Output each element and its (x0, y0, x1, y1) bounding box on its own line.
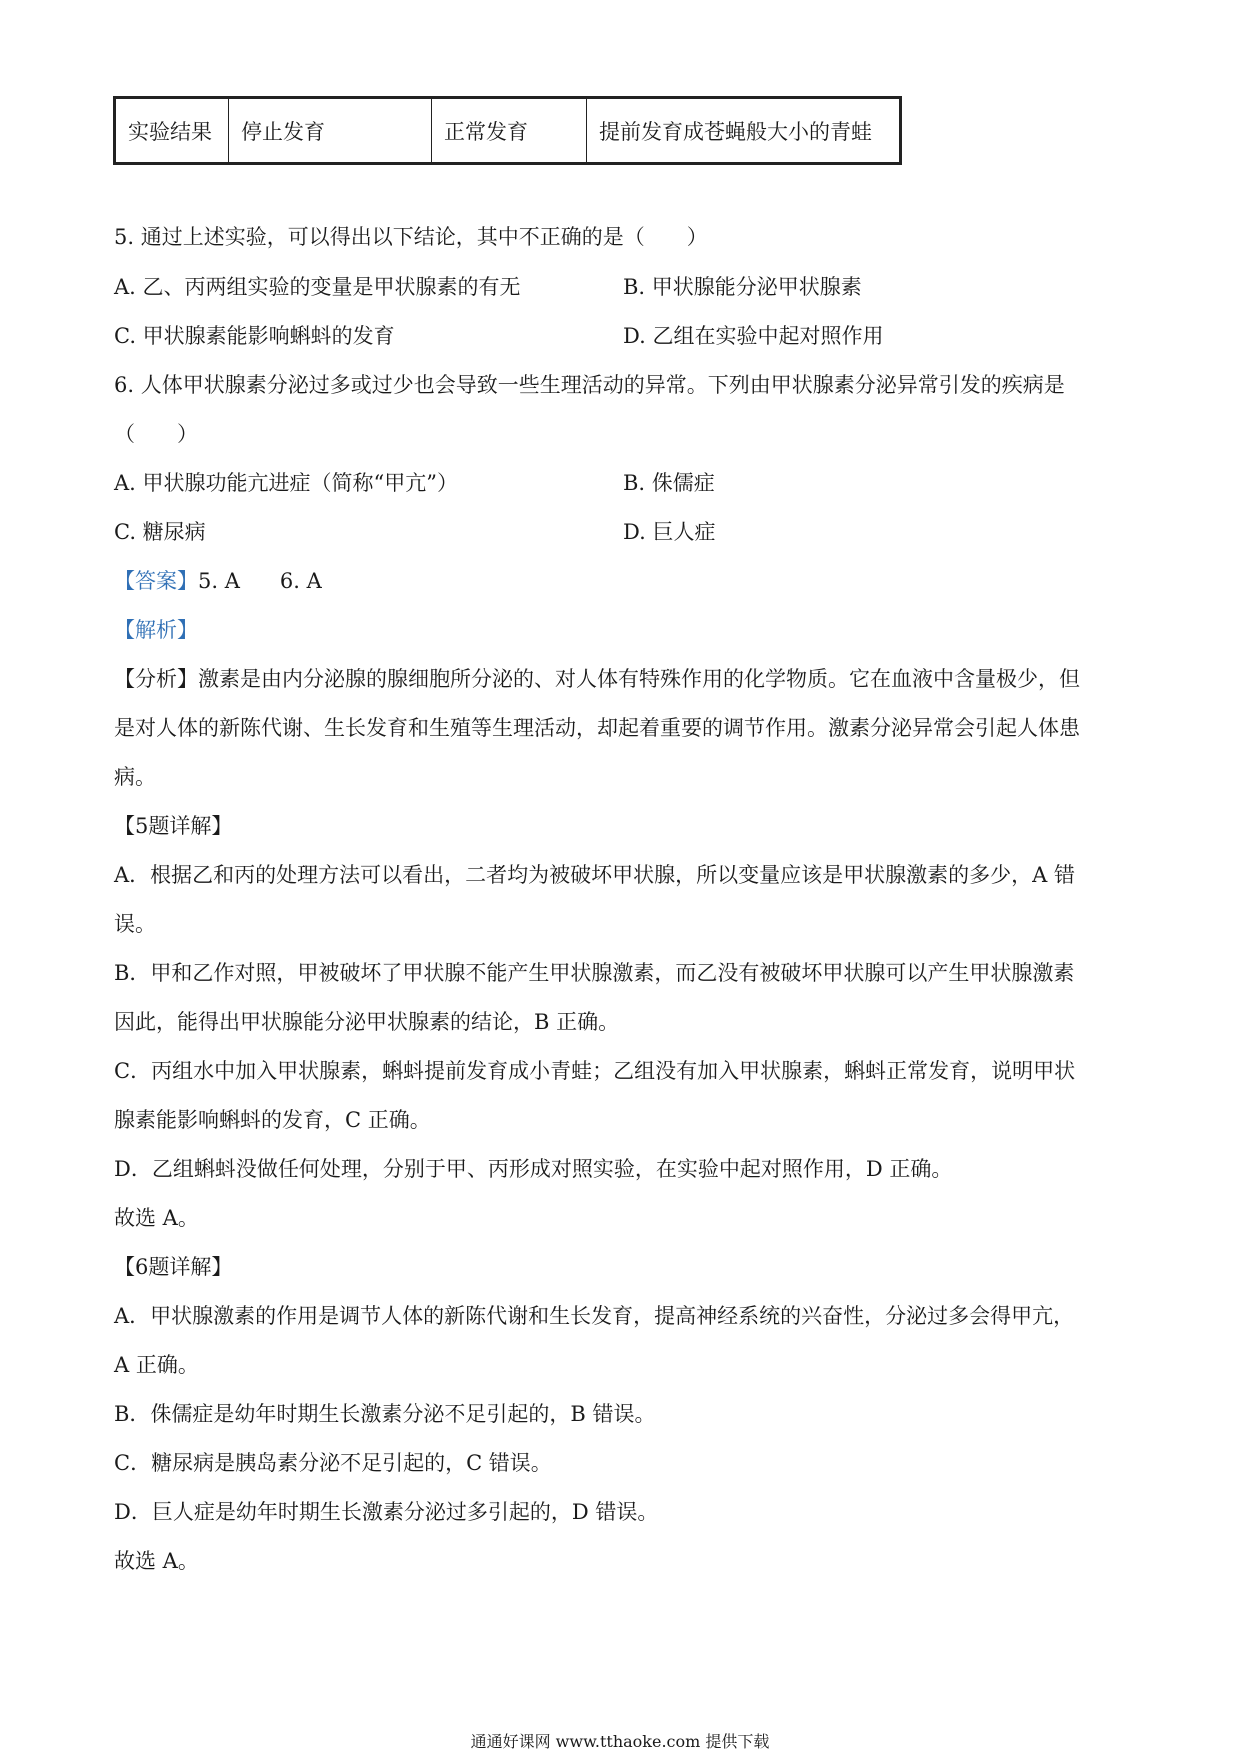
question-5-stem: 5. 通过上述实验，可以得出以下结论，其中不正确的是（ ） (114, 225, 708, 249)
detail-6-conclusion: 故选 A。 (114, 1549, 199, 1573)
analysis-line-1: 【分析】激素是由内分泌腺的腺细胞所分泌的、对人体有特殊作用的化学物质。它在血液中含量极少，但 (114, 667, 1080, 691)
detail-6-a-line-1: A．甲状腺激素的作用是调节人体的新陈代谢和生长发育，提高神经系统的兴奋性，分泌过多会得甲亢， (114, 1304, 1075, 1328)
table-cell: 提前发育成苍蝇般大小的青蛙 (587, 98, 901, 164)
analysis-line-2: 是对人体的新陈代谢、生长发育和生殖等生理活动，却起着重要的调节作用。激素分泌异常会引起人体患 (114, 716, 1080, 740)
question-6-option-c: C. 糖尿病 (114, 520, 206, 544)
detail-6-c-line-1: C．糖尿病是胰岛素分泌不足引起的，C 错误。 (114, 1451, 552, 1475)
detail-5-b-line-2: 因此，能得出甲状腺能分泌甲状腺素的结论，B 正确。 (114, 1010, 620, 1034)
answer-label: 【答案】 (114, 569, 198, 593)
question-5-option-d: D. 乙组在实验中起对照作用 (623, 324, 884, 348)
question-6-stem-continuation: （ ） (114, 422, 198, 446)
detail-5-c-line-2: 腺素能影响蝌蚪的发育，C 正确。 (114, 1108, 431, 1132)
analysis-line-3: 病。 (114, 765, 156, 789)
question-5-option-c: C. 甲状腺素能影响蝌蚪的发育 (114, 324, 395, 348)
analysis-label: 【解析】 (114, 618, 198, 642)
table-cell: 正常发育 (432, 98, 587, 164)
detail-5-d-line-1: D．乙组蝌蚪没做任何处理，分别于甲、丙形成对照实验，在实验中起对照作用，D 正确。 (114, 1157, 953, 1181)
question-6-option-b: B. 侏儒症 (623, 471, 715, 495)
table-row (115, 98, 901, 164)
question-6-option-a: A. 甲状腺功能亢进症（简称“甲亢”） (114, 471, 458, 495)
detail-6-label: 【6题详解】 (114, 1255, 233, 1279)
answer-line (114, 566, 322, 596)
detail-5-conclusion: 故选 A。 (114, 1206, 199, 1230)
detail-6-d-line-1: D．巨人症是幼年时期生长激素分泌过多引起的，D 错误。 (114, 1500, 659, 1524)
detail-6-a-line-2: A 正确。 (114, 1353, 199, 1377)
detail-6-b-line-1: B．侏儒症是幼年时期生长激素分泌不足引起的，B 错误。 (114, 1402, 656, 1426)
detail-5-b-line-1: B．甲和乙作对照，甲被破坏了甲状腺不能产生甲状腺激素，而乙没有被破坏甲状腺可以产生甲状腺激素 (114, 961, 1075, 985)
answer-5: 5. A (198, 569, 240, 593)
detail-5-a-line-1: A．根据乙和丙的处理方法可以看出，二者均为被破坏甲状腺，所以变量应该是甲状腺激素的多少，A 错 (114, 863, 1076, 887)
detail-5-a-line-2: 误。 (114, 912, 156, 936)
analysis-sub-label: 【分析】 (114, 667, 198, 691)
table-row-label: 实验结果 (115, 98, 229, 164)
question-5-option-a: A. 乙、丙两组实验的变量是甲状腺素的有无 (114, 275, 521, 299)
answer-6: 6. A (279, 569, 322, 593)
question-6-stem: 6. 人体甲状腺素分泌过多或过少也会导致一些生理活动的异常。下列由甲状腺素分泌异常引发的疾病是 (114, 373, 1065, 397)
detail-5-label: 【5题详解】 (114, 814, 233, 838)
table-cell: 停止发育 (229, 98, 432, 164)
detail-5-c-line-1: C．丙组水中加入甲状腺素，蝌蚪提前发育成小青蛙；乙组没有加入甲状腺素，蝌蚪正常发育，说明甲状 (114, 1059, 1076, 1083)
question-5-option-b: B. 甲状腺能分泌甲状腺素 (623, 275, 862, 299)
experiment-result-table (113, 96, 902, 165)
question-6-option-d: D. 巨人症 (623, 520, 716, 544)
page-footer: 通通好课网 www.tthaoke.com 提供下载 (470, 1732, 770, 1751)
